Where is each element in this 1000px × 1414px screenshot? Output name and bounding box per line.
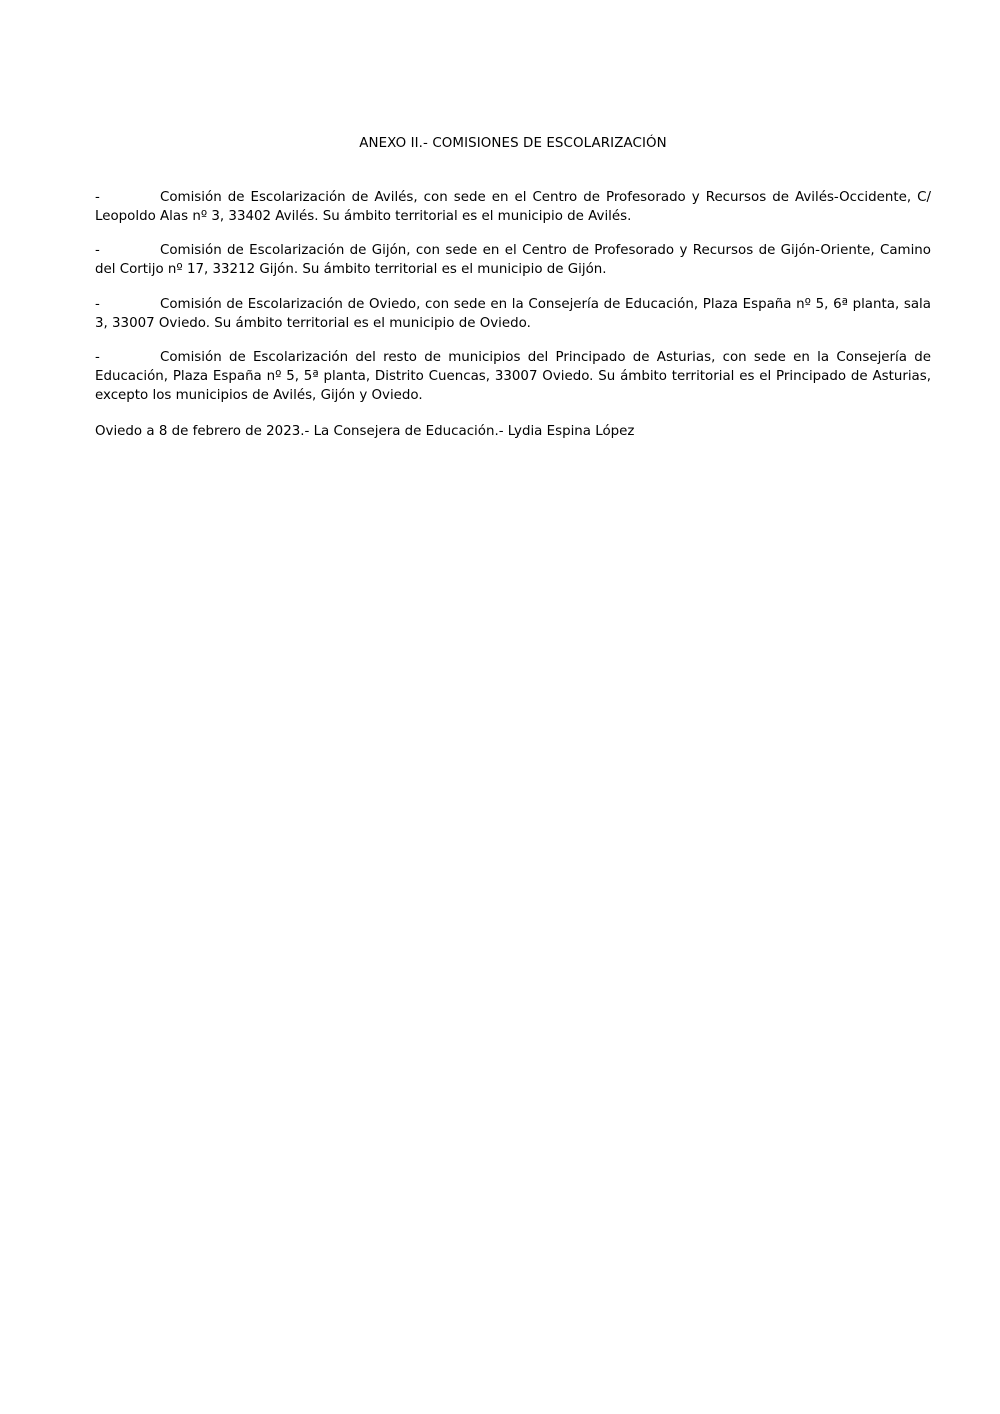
- paragraph-text: Comisión de Escolarización del resto de municipios del Principado de Asturias, con sede en la Consejería de Educación, Plaza España nº 5, 5ª planta, Distrito Cuencas, 33007 Oviedo. Su ámbito territorial es el Principado de Asturias, excepto los municipios de Avilés, Gijón y Oviedo.: [95, 350, 931, 403]
- paragraph-resto-asturias: [95, 349, 931, 405]
- dash-bullet: -: [95, 243, 100, 259]
- paragraph-aviles: [95, 189, 931, 226]
- document-content: [95, 134, 931, 442]
- page-title: ANEXO II.- COMISIONES DE ESCOLARIZACIÓN: [359, 136, 667, 151]
- closing-signature-line: Oviedo a 8 de febrero de 2023.- La Consejera de Educación.- Lydia Espina López: [95, 424, 635, 440]
- dash-bullet: -: [95, 350, 100, 366]
- paragraph-gijon: [95, 242, 931, 279]
- dash-bullet: -: [95, 296, 100, 312]
- paragraph-text: Comisión de Escolarización de Oviedo, con sede en la Consejería de Educación, Plaza España nº 5, 6ª planta, sala 3, 33007 Oviedo. Su ámbito territorial es el municipio de Oviedo.: [95, 296, 931, 331]
- paragraph-text: Comisión de Escolarización de Gijón, con sede en el Centro de Profesorado y Recursos de Gijón-Oriente, Camino del Cortijo nº 17, 33212 Gijón. Su ámbito territorial es el municipio de Gijón.: [95, 243, 931, 278]
- paragraph-oviedo: [95, 296, 931, 333]
- dash-bullet: -: [95, 190, 100, 205]
- paragraph-text: Comisión de Escolarización de Avilés, con sede en el Centro de Profesorado y Recursos de Avilés-Occidente, C/ Leopoldo Alas nº 3, 33402 Avilés. Su ámbito territorial es el municipio de Avilés.: [95, 190, 931, 224]
